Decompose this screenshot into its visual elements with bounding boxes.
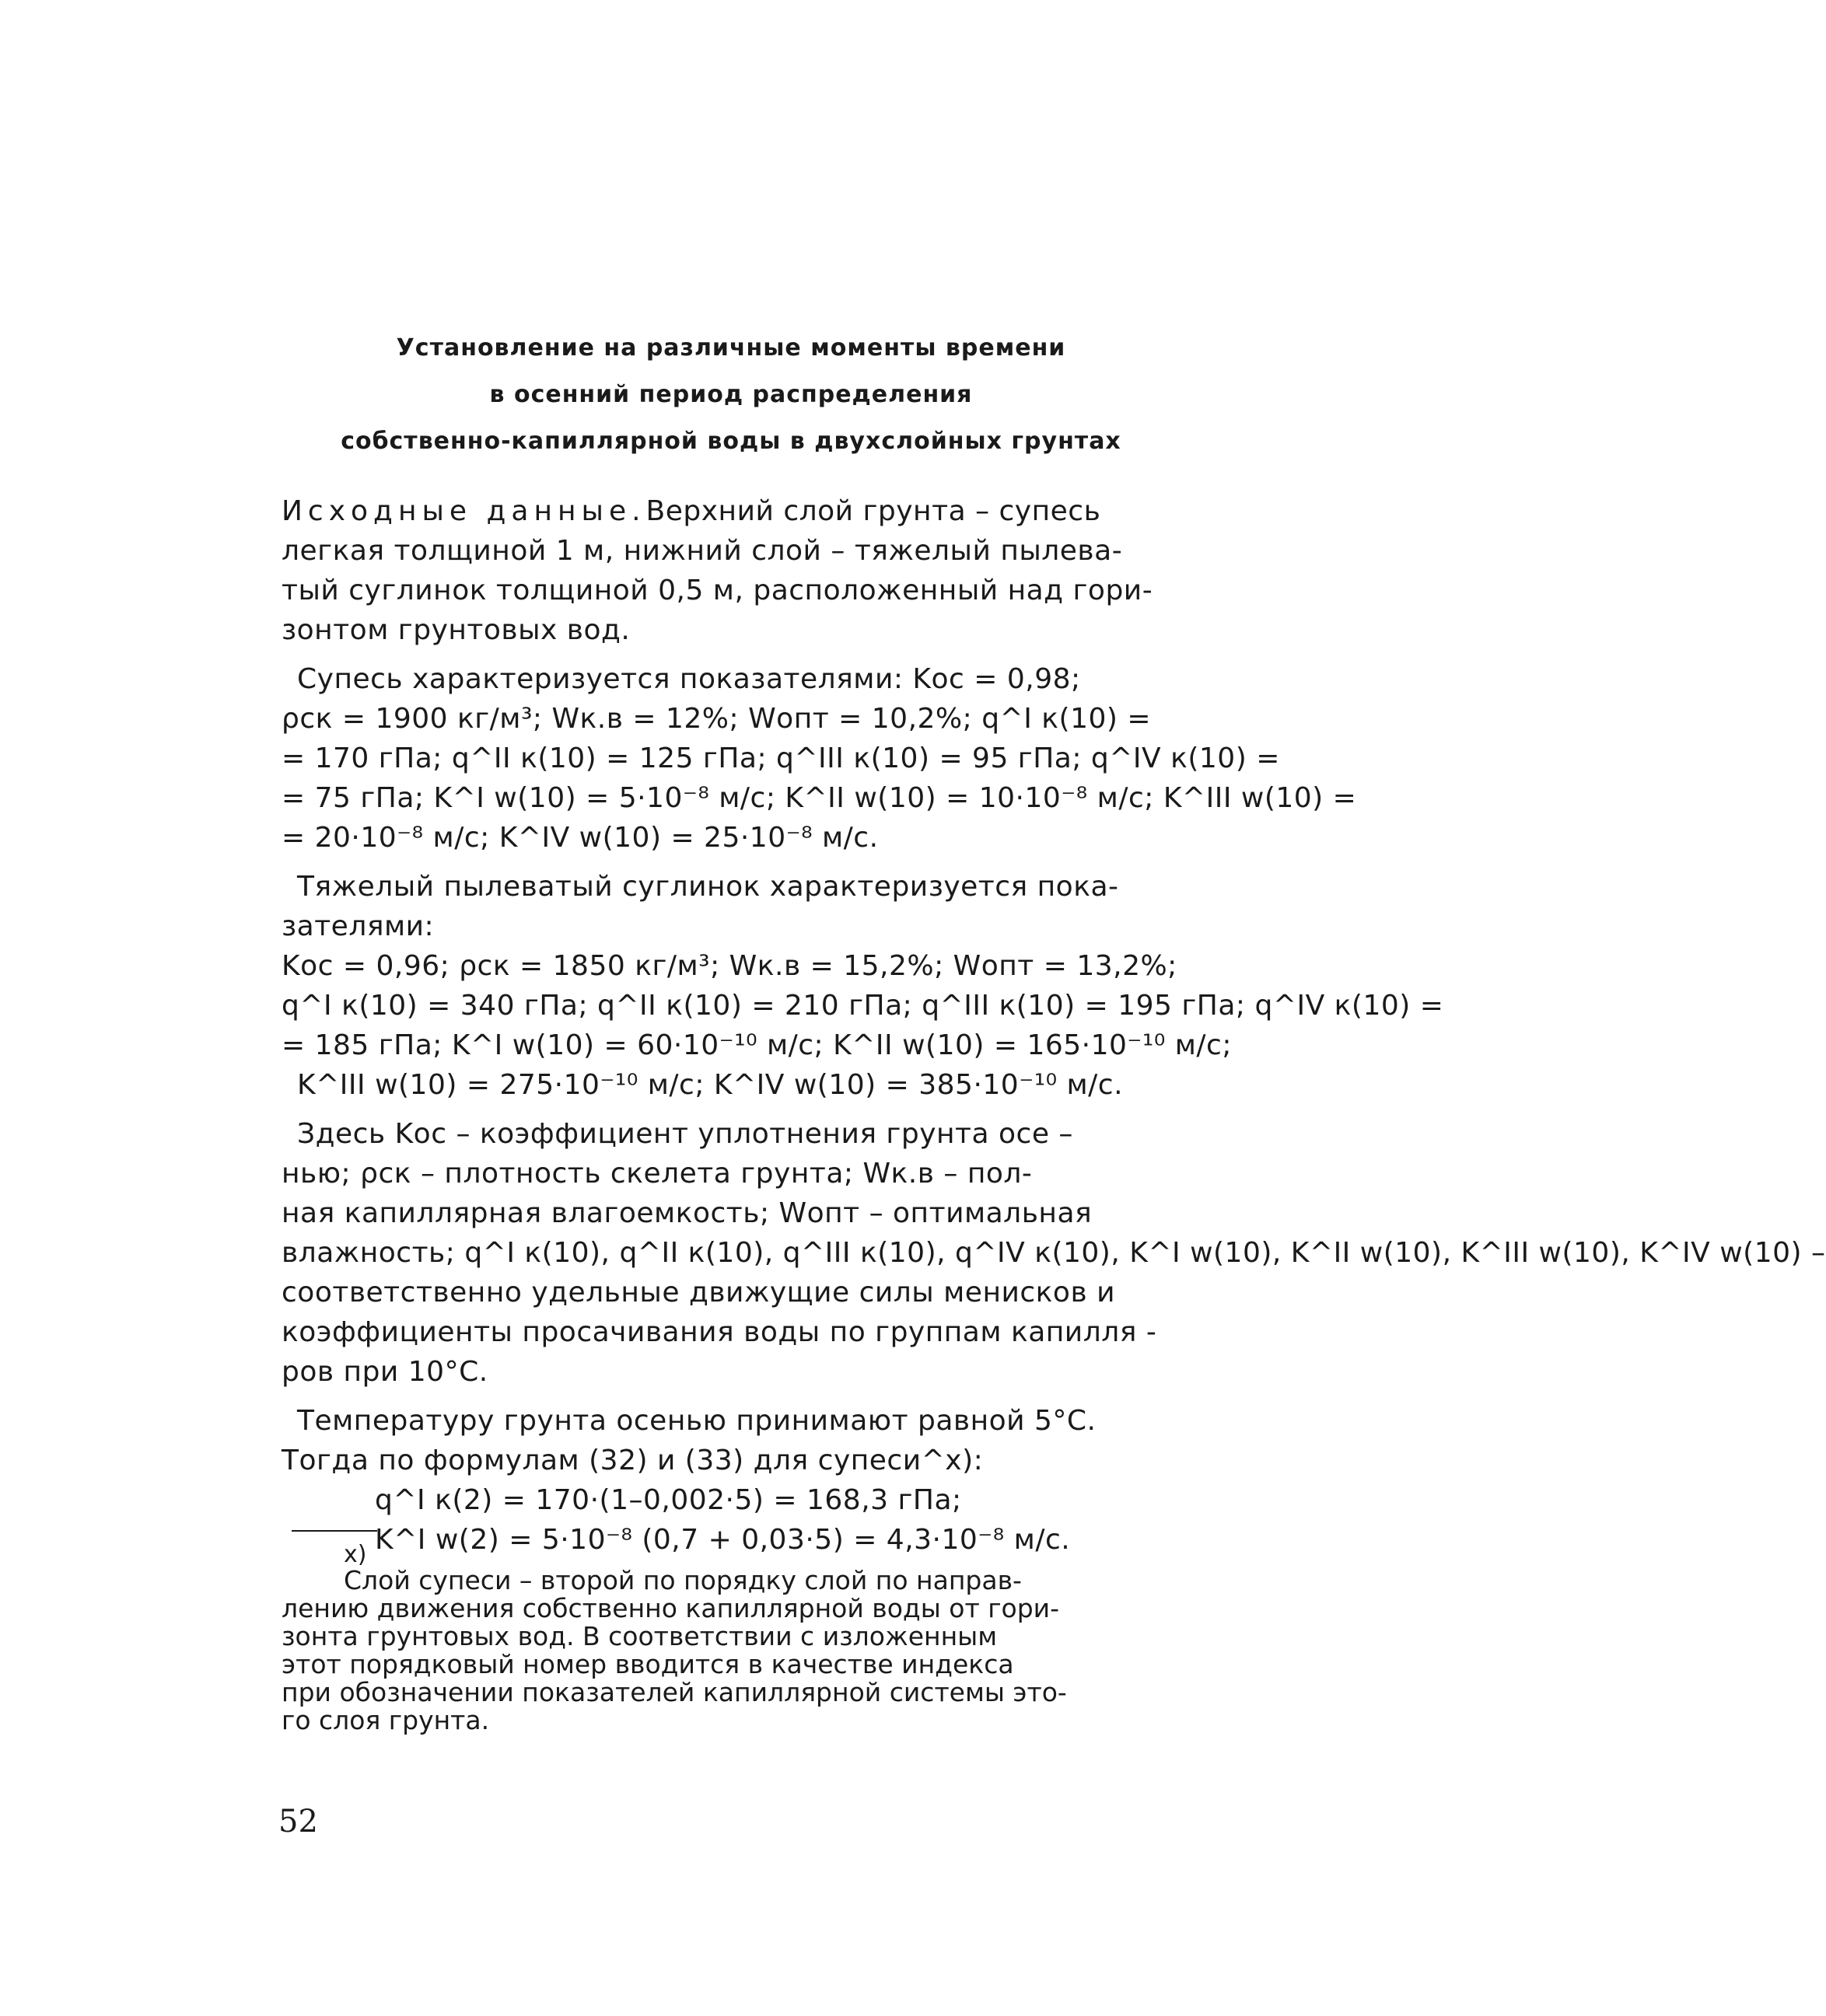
- text-line: ная капиллярная влагоемкость; Wопт – оптимальная: [282, 1197, 1093, 1229]
- text-line: влажность; q^I к(10), q^II к(10), q^III к(10), q^IV к(10), K^I w(10), K^II w(10), K^III w(10), K^IV w(10) –: [282, 1237, 1826, 1269]
- text-line: легкая толщиной 1 м, нижний слой – тяжелый пылева-: [282, 535, 1123, 567]
- text-line: тый суглинок толщиной 0,5 м, расположенный над гори-: [282, 575, 1153, 606]
- text-line: Температуру грунта осенью принимают равной 5°C.: [297, 1405, 1097, 1437]
- text-line: = 20·10⁻⁸ м/с; K^IV w(10) = 25·10⁻⁸ м/с.: [282, 822, 879, 854]
- formula-line: q^I к(2) = 170·(1–0,002·5) = 168,3 гПа;: [375, 1484, 962, 1516]
- footnote-line: этот порядковый номер вводится в качестве индекса: [282, 1649, 1014, 1679]
- text-line: K^III w(10) = 275·10⁻¹⁰ м/с; K^IV w(10) = 385·10⁻¹⁰ м/с.: [297, 1069, 1124, 1101]
- section-heading: [296, 325, 1167, 465]
- text-line: ρск = 1900 кг/м³; Wк.в = 12%; Wопт = 10,2%; q^I к(10) =: [282, 703, 1152, 735]
- text-line: Тогда по формулам (32) и (33) для супеси^x):: [282, 1445, 984, 1476]
- text-line: соответственно удельные движущие силы менисков и: [282, 1277, 1116, 1308]
- footnote-line: при обозначении показателей капиллярной системы это-: [282, 1677, 1067, 1707]
- footnote-mark: x): [344, 1541, 367, 1568]
- text-line: = 185 гПа; K^I w(10) = 60·10⁻¹⁰ м/с; K^II w(10) = 165·10⁻¹⁰ м/с;: [282, 1029, 1232, 1061]
- paragraph-sandy-loam-parameters: [282, 659, 1357, 858]
- text-line: Верхний слой грунта – супесь: [645, 495, 1101, 527]
- heading-line: Установление на различные моменты времени: [396, 334, 1066, 362]
- footnote-line: лению движения собственно капиллярной воды от гори-: [282, 1593, 1060, 1623]
- text-line: нью; ρск – плотность скелета грунта; Wк.в – пол-: [282, 1158, 1033, 1190]
- paragraph-loam-parameters: [282, 867, 1444, 1105]
- text-line: Тяжелый пылеватый суглинок характеризуется пока-: [297, 871, 1119, 903]
- text-line: зонтом грунтовых вод.: [282, 614, 631, 646]
- body-text: [282, 491, 1826, 1569]
- footnote-separator: [292, 1530, 377, 1532]
- paragraph-lead: Исходные данные.: [282, 495, 646, 527]
- formula-line: K^I w(2) = 5·10⁻⁸ (0,7 + 0,03·5) = 4,3·10⁻⁸ м/с.: [375, 1524, 1071, 1556]
- footnote-line: Слой супеси – второй по порядку слой по направ-: [344, 1565, 1022, 1595]
- text-line: q^I к(10) = 340 гПа; q^II к(10) = 210 гПа; q^III к(10) = 195 гПа; q^IV к(10) =: [282, 990, 1444, 1022]
- paragraph-initial-data: [282, 491, 1300, 650]
- text-line: ров при 10°C.: [282, 1356, 488, 1388]
- text-line: = 170 гПа; q^II к(10) = 125 гПа; q^III к(10) = 95 гПа; q^IV к(10) =: [282, 742, 1280, 774]
- paragraph-definitions: [282, 1114, 1826, 1392]
- footnote-line: го слоя грунта.: [282, 1705, 490, 1735]
- page-number: 52: [278, 1804, 318, 1840]
- text-line: = 75 гПа; K^I w(10) = 5·10⁻⁸ м/с; K^II w(10) = 10·10⁻⁸ м/с; K^III w(10) =: [282, 782, 1357, 814]
- heading-line: собственно-капиллярной воды в двухслойных грунтах: [341, 428, 1121, 455]
- text-line: коэффициенты просачивания воды по группам капилля -: [282, 1316, 1157, 1348]
- text-line: зателями:: [282, 910, 435, 942]
- text-line: Здесь Kос – коэффициент уплотнения грунта осе –: [297, 1118, 1073, 1150]
- footnote: [282, 1543, 1300, 1735]
- footnote-line: зонта грунтовых вод. В соответствии с изложенным: [282, 1621, 998, 1651]
- paragraph-temperature: [282, 1401, 1300, 1560]
- heading-line: в осенний период распределения: [489, 381, 973, 408]
- text-line: Супесь характеризуется показателями: Kос = 0,98;: [297, 663, 1081, 695]
- text-line: Kос = 0,96; ρск = 1850 кг/м³; Wк.в = 15,2%; Wопт = 13,2%;: [282, 950, 1177, 982]
